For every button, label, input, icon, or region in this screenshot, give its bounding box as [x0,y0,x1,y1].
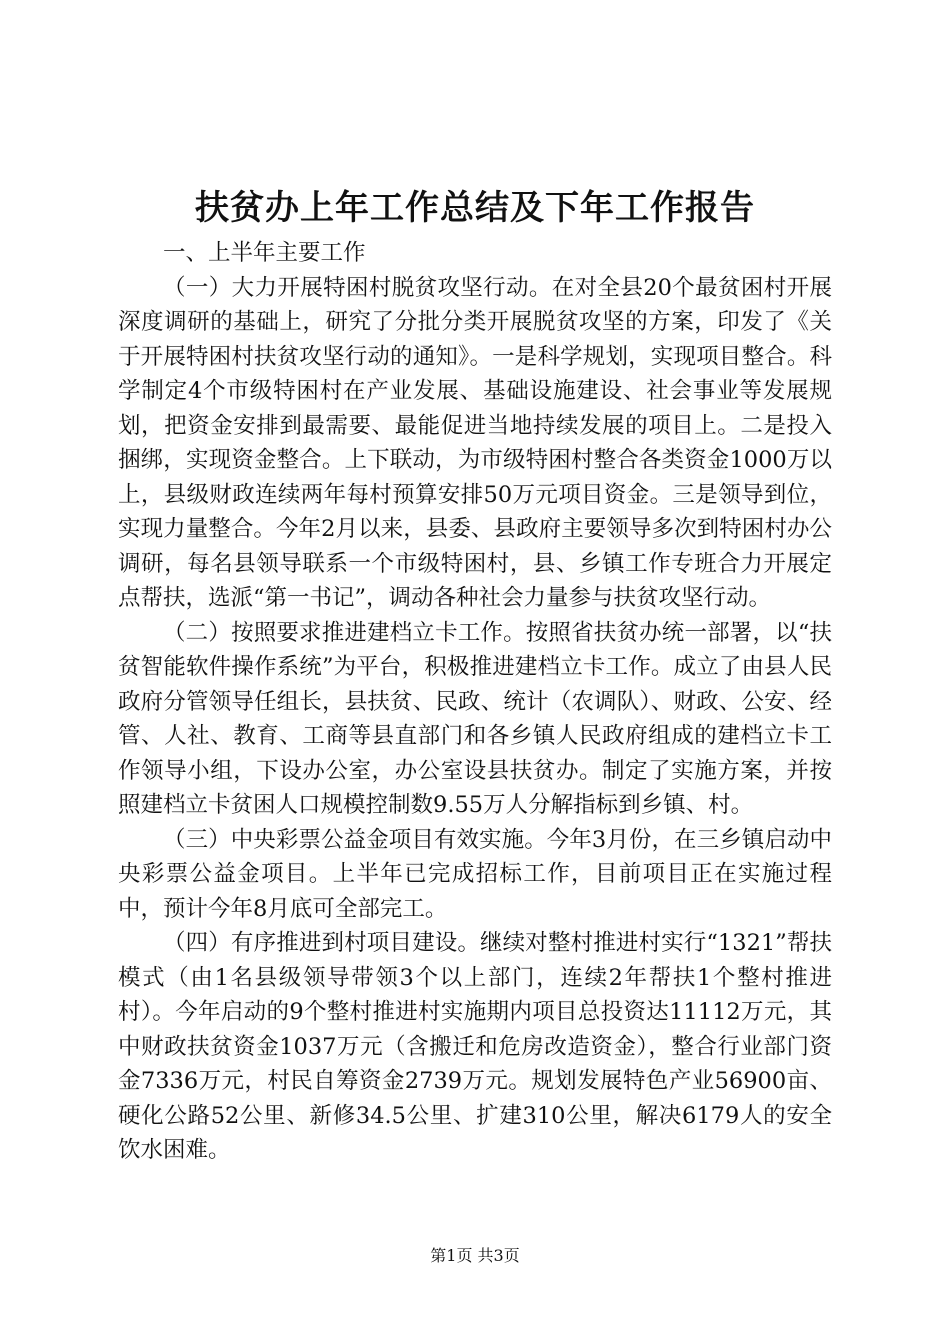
paragraph-4: （四）有序推进到村项目建设。继续对整村推进村实行“1321”帮扶模式（由1名县级领导带领3个以上部门，连续2年帮扶1个整村推进村）。今年启动的9个整村推进村实施期内项目总投资达11112万元，其中财政扶贫资金1037万元（含搬迁和危房改造资金），整合行业部门资金7336万元，村民自筹资金2739万元。规划发展特色产业56900亩、硬化公路52公里、新修34.5公里、扩建310公里，解决6179人的安全饮水困难。 [118,930,832,1163]
document-body [118,236,832,1168]
paragraph-1: （一）大力开展特困村脱贫攻坚行动。在对全县20个最贫困村开展深度调研的基础上，研究了分批分类开展脱贫攻坚的方案，印发了《关于开展特困村扶贫攻坚行动的通知》。一是科学规划，实现项目整合。科学制定4个市级特困村在产业发展、基础设施建设、社会事业等发展规划，把资金安排到最需要、最能促进当地持续发展的项目上。二是投入捆绑，实现资金整合。上下联动，为市级特困村整合各类资金1000万以上，县级财政连续两年每村预算安排50万元项目资金。三是领导到位，实现力量整合。今年2月以来，县委、县政府主要领导多次到特困村办公调研，每名县领导联系一个市级特困村，县、乡镇工作专班合力开展定点帮扶，选派“第一书记”，调动各种社会力量参与扶贫攻坚行动。 [118,274,832,611]
paragraph-2: （二）按照要求推进建档立卡工作。按照省扶贫办统一部署，以“扶贫智能软件操作系统”为平台，积极推进建档立卡工作。成立了由县人民政府分管领导任组长，县扶贫、民政、统计（农调队）、财政、公安、经管、人社、教育、工商等县直部门和各乡镇人民政府组成的建档立卡工作领导小组，下设办公室，办公室设县扶贫办。制定了实施方案，并按照建档立卡贫困人口规模控制数9.55万人分解指标到乡镇、村。 [118,619,832,818]
page-number-footer: 第1页 共3页 [430,1246,520,1265]
document-title: 扶贫办上年工作总结及下年工作报告 [195,188,755,228]
paragraph-3: （三）中央彩票公益金项目有效实施。今年3月份，在三乡镇启动中央彩票公益金项目。上半年已完成招标工作，目前项目正在实施过程中，预计今年8月底可全部完工。 [118,826,832,922]
section-heading: 一、上半年主要工作 [163,240,366,266]
